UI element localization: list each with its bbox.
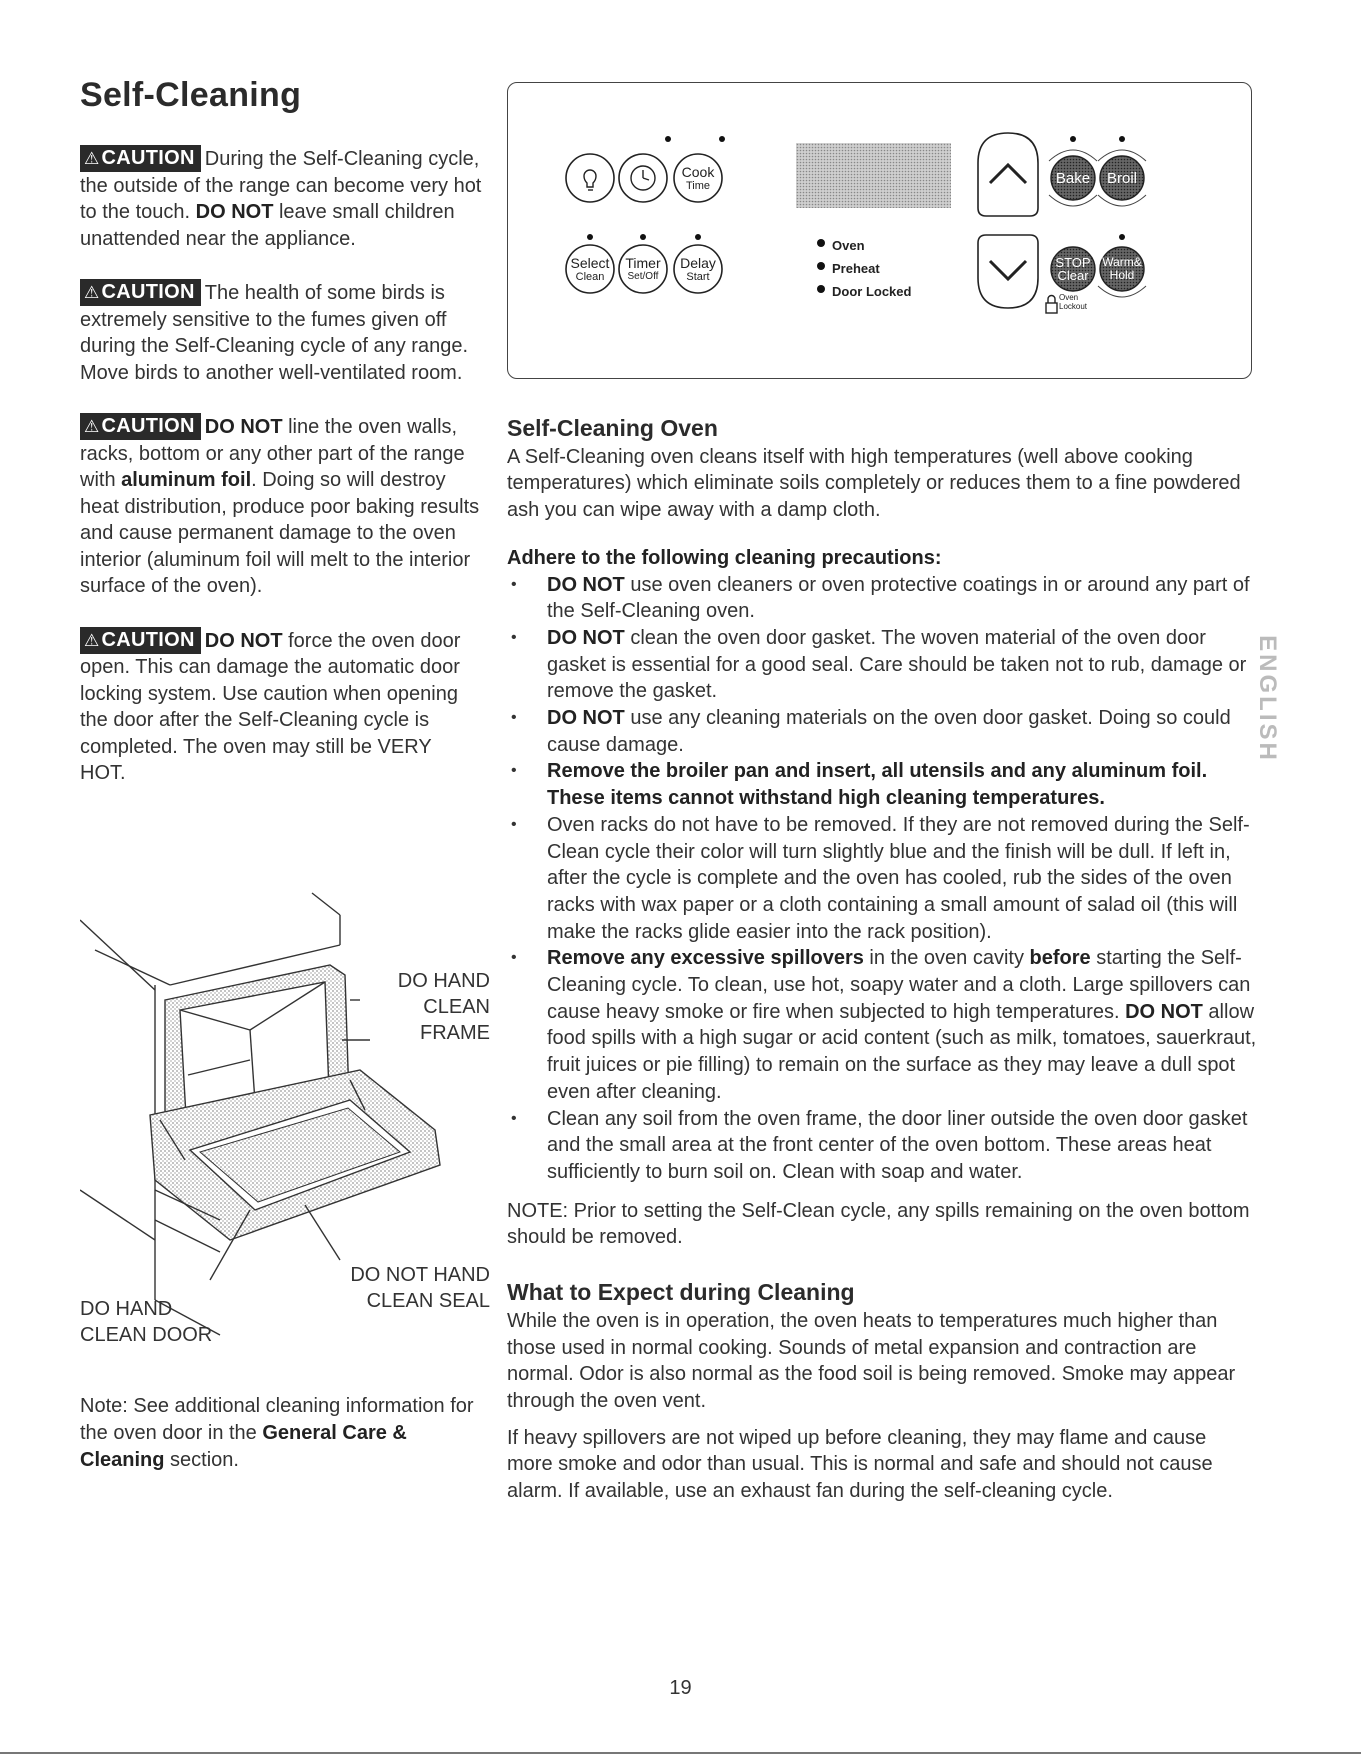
bake-label: Bake	[1055, 170, 1091, 187]
precautions-list	[507, 572, 1257, 1186]
caution-paragraph: ⚠ CAUTION The health of some birds is extremely sensitive to the fumes given off during the Self-Cleaning cycle of any range. Move birds to another well-ventilated room.	[80, 281, 469, 384]
self-clean-note: NOTE: Prior to setting the Self-Clean cycle, any spills remaining on the oven bottom should be removed.	[507, 1199, 1250, 1249]
select-clean-label: Select Clean	[570, 255, 610, 283]
caution-paragraph: ⚠ CAUTION DO NOT line the oven walls, racks, bottom or any other part of the range with aluminum foil. Doing so will destroy heat distribution, produce poor baking results and cause permanent damage to the oven interior (aluminum foil will melt to the interior surface of the oven).	[80, 415, 480, 597]
oven-cleaning-illustration	[80, 890, 490, 1360]
control-panel-illustration	[507, 82, 1252, 379]
warning-triangle-icon: ⚠	[84, 149, 100, 168]
page-title: Self-Cleaning	[80, 76, 302, 114]
warning-triangle-icon: ⚠	[84, 630, 100, 650]
door-label: DO HAND CLEAN DOOR	[80, 1298, 213, 1346]
list-item: • Remove any excessive spillovers in the oven cavity before starting the Self-Cleaning cycle. To clean, use hot, soapy water and a cloth. Large spillovers can cause heavy smoke or fire when subjected to high temperatures. DO NOT allow food spills with a high sugar or acid content (such as milk, tomatoes, sauerkraut, fruit juices or pie filling) to remain on the surface as they may leave a dull spot even after cleaning.	[507, 945, 1257, 1105]
list-item: • DO NOT use any cleaning materials on the oven door gasket. Doing so could cause damage.	[507, 705, 1257, 758]
display-screen	[796, 143, 951, 208]
intro-paragraph: A Self-Cleaning oven cleans itself with high temperatures (well above cooking temperatures) which eliminate soils completely or reduces them to a fine powdered ash you can wipe away with a damp cloth.	[507, 445, 1241, 522]
paragraph: While the oven is in operation, the oven heats to temperatures much higher than those used in normal cooking. Sounds of metal expansion and contraction are normal. Odor is also normal as the food soil is being removed. Smoke may appear through the oven vent.	[507, 1309, 1236, 1412]
paragraph: If heavy spillovers are not wiped up before cleaning, they may flame and cause more smoke and odor than usual. This is normal and safe and should not cause alarm. If available, use an exhaust fan during the self-cleaning cycle.	[507, 1426, 1213, 1503]
language-side-tab: ENGLISH	[1253, 635, 1281, 763]
warm-hold-label: Warm& Hold	[1102, 255, 1142, 282]
warning-triangle-icon: ⚠	[84, 283, 100, 302]
indicator-labels: Oven Preheat Door Locked	[832, 238, 912, 299]
control-panel-drawing	[508, 83, 1250, 377]
door-note: Note: See additional cleaning information for the oven door in the General Care & Cleaning section.	[80, 1395, 474, 1471]
section-heading: Self-Cleaning Oven	[507, 415, 718, 441]
bottom-rule	[0, 1752, 1361, 1754]
list-item: • Oven racks do not have to be removed. If they are not removed during the Self-Clean cycle their color will turn slightly blue and the finish will be dull. If left in, after the cycle is complete and the oven has cooled, rub the sides of the oven racks with wax paper or a cloth containing a small amount of salad oil (this will make the racks glide easier into the rack position).	[507, 812, 1257, 946]
caution-badge: ⚠ CAUTION	[80, 279, 201, 306]
caution-column	[80, 145, 482, 814]
list-item: • Remove the broiler pan and insert, all utensils and any aluminum foil. These items cannot withstand high cleaning temperatures.	[507, 758, 1257, 811]
timer-label: Timer Set/Off	[625, 255, 661, 282]
frame-label: DO HAND CLEAN FRAME	[397, 970, 490, 1044]
main-text-column	[507, 415, 1257, 1515]
seal-label: DO NOT HAND CLEAN SEAL	[350, 1264, 490, 1312]
warning-triangle-icon: ⚠	[84, 417, 100, 436]
caution-badge: ⚠ CAUTION	[80, 413, 201, 440]
stop-clear-label: STOP Clear	[1055, 255, 1091, 283]
list-item: • Clean any soil from the oven frame, the door liner outside the oven door gasket and the small area at the front center of the oven bottom. These areas heat sufficiently to burn soil on. Clean with soap and water.	[507, 1106, 1257, 1186]
broil-label: Broil	[1106, 170, 1137, 187]
caution-paragraph: ⚠ CAUTION DO NOT force the oven door open. This can damage the automatic door locking system. Use caution when opening the door after the Self-Cleaning cycle is completed. The oven may still be VERY HOT.	[80, 628, 461, 784]
oven-lockout-label: Oven Lockout	[1059, 293, 1088, 311]
precautions-heading: Adhere to the following cleaning precautions:	[507, 546, 942, 569]
page-number: 19	[669, 1677, 692, 1699]
bulb-button	[566, 154, 614, 202]
delay-label: Delay Start	[680, 255, 716, 283]
cook-time-label: Cook Time	[681, 164, 715, 192]
caution-badge: ⚠ CAUTION	[80, 145, 201, 172]
list-item: • DO NOT clean the oven door gasket. The woven material of the oven door gasket is essential for a good seal. Care should be taken not to rub, damage or remove the gasket.	[507, 625, 1257, 705]
caution-badge: ⚠ CAUTION	[80, 627, 201, 654]
section-heading: What to Expect during Cleaning	[507, 1279, 855, 1306]
list-item: • DO NOT use oven cleaners or oven protective coatings in or around any part of the Self-Cleaning oven.	[507, 572, 1257, 625]
caution-paragraph: ⚠ CAUTION During the Self-Cleaning cycle, the outside of the range can become very hot to the touch. DO NOT leave small children unattended near the appliance.	[80, 147, 482, 250]
